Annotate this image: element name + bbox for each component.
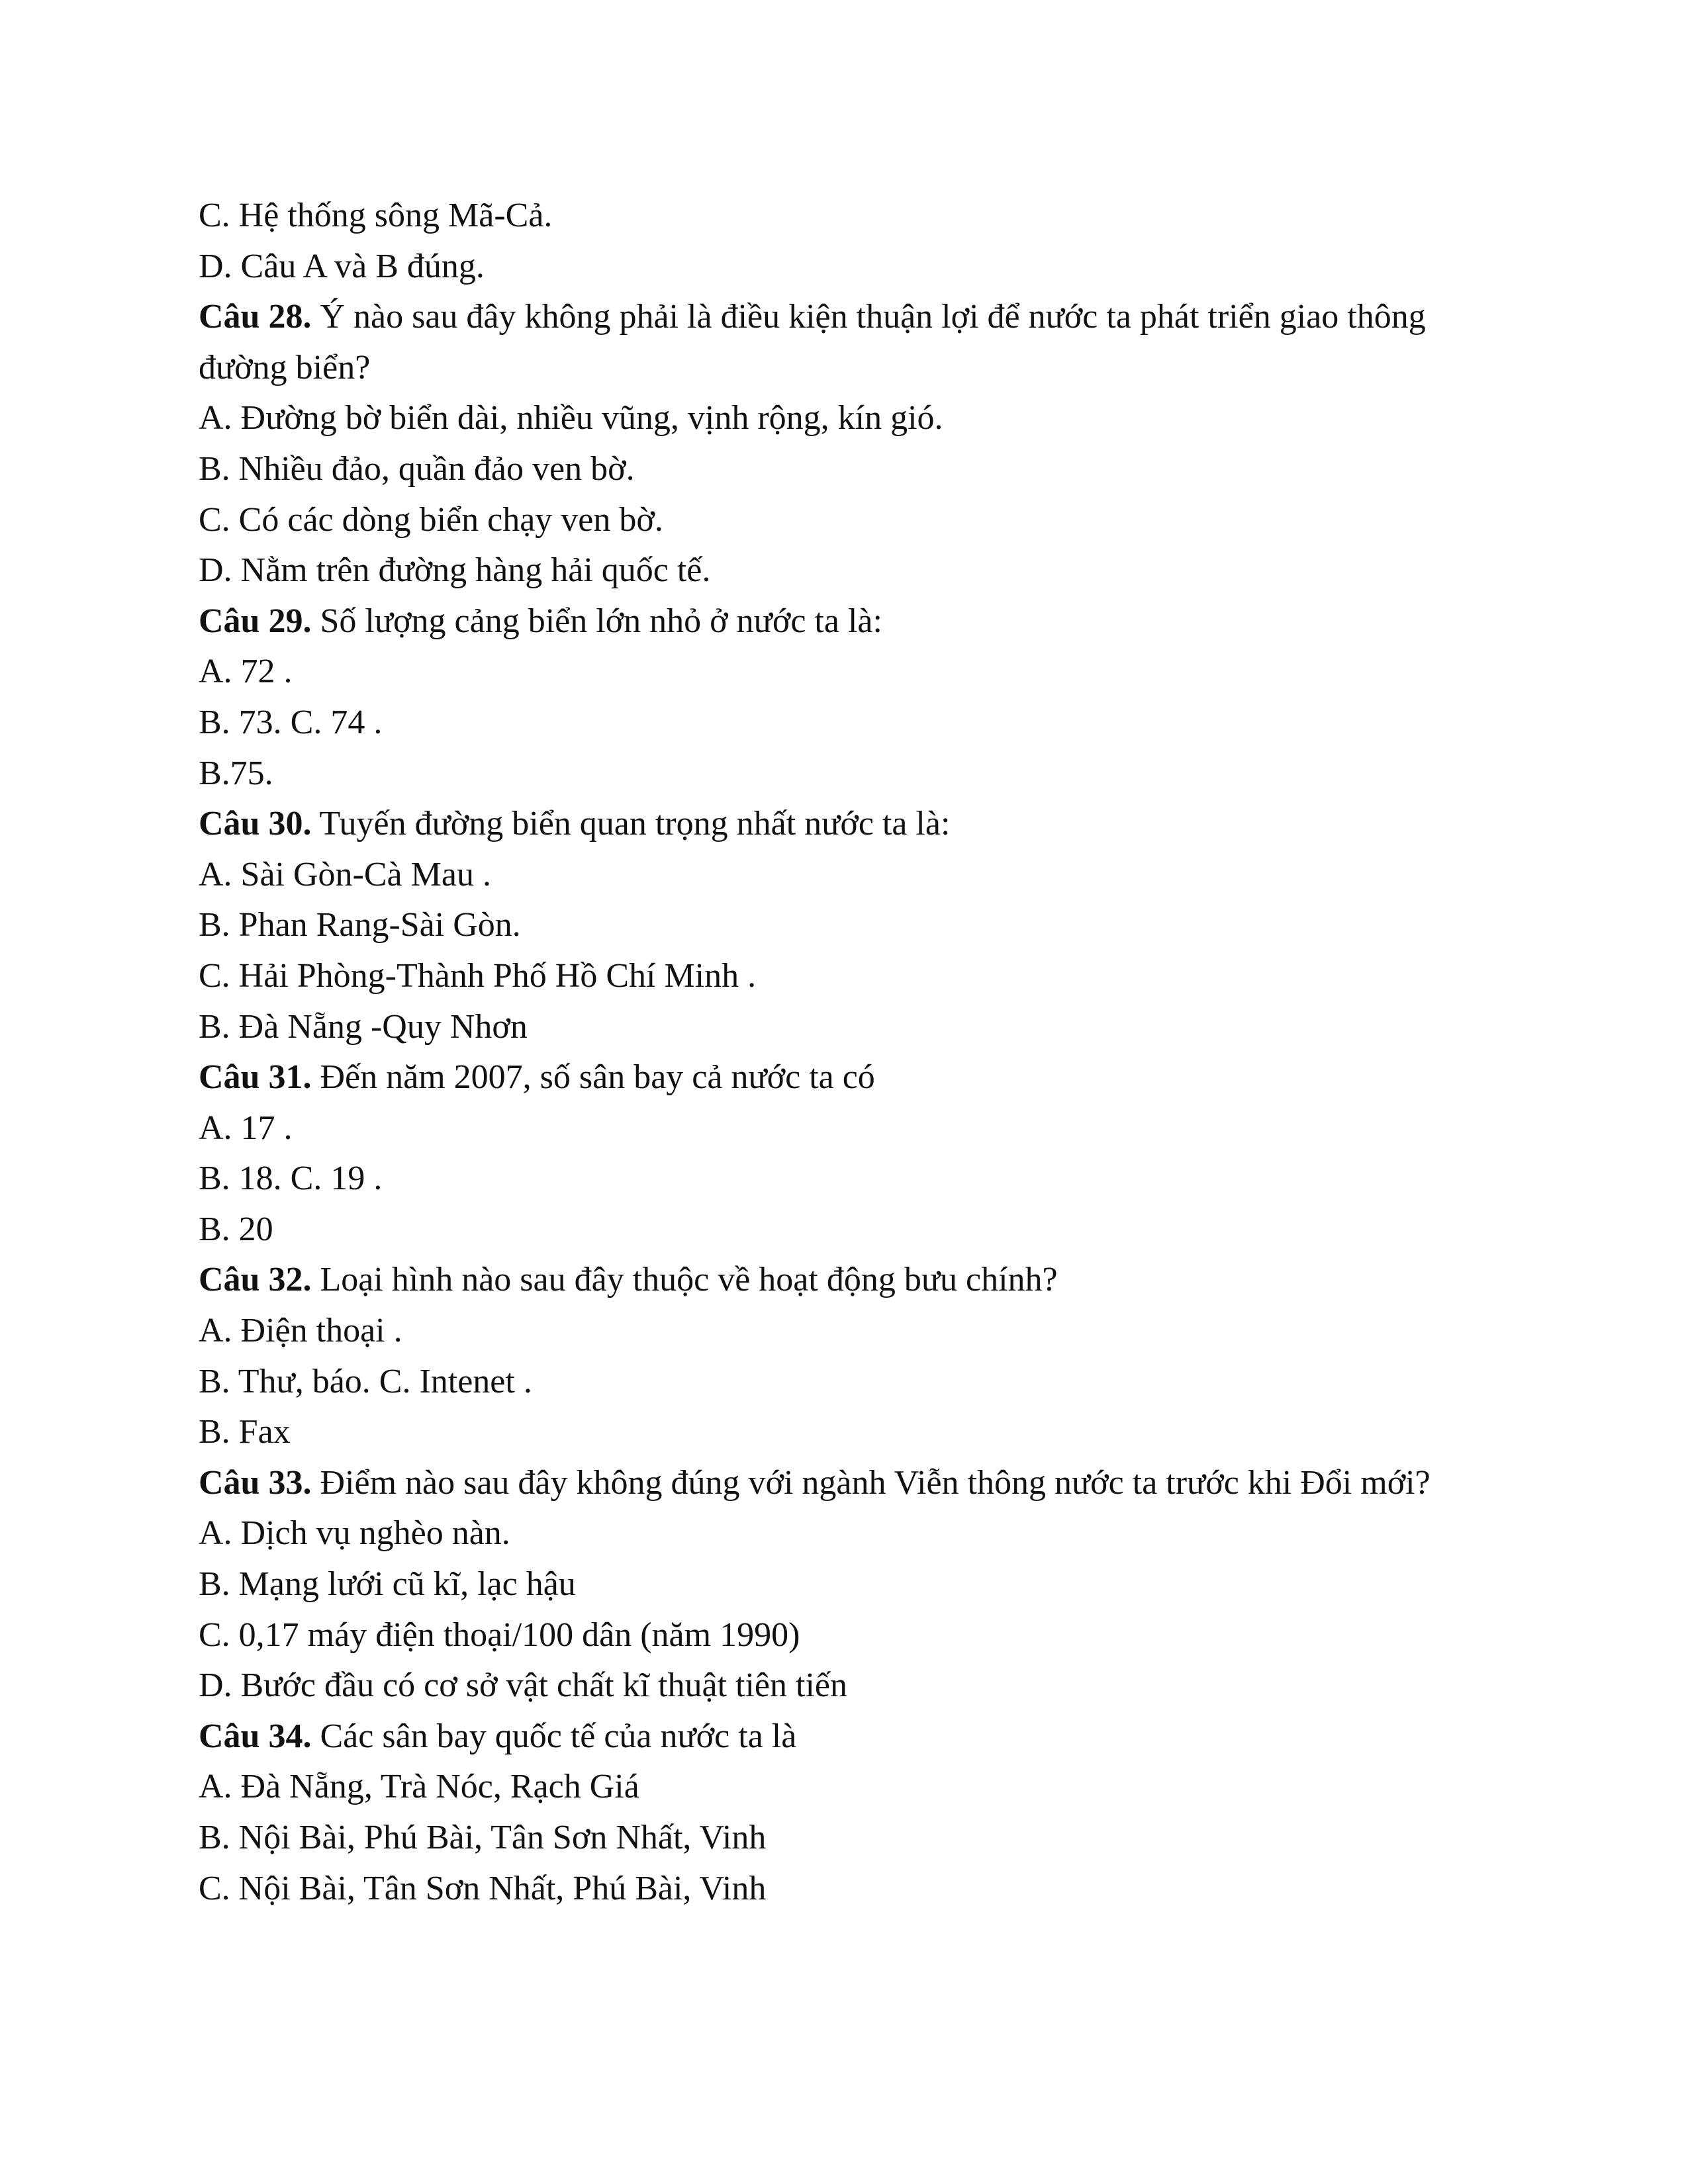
question-34 bbox=[199, 1711, 1496, 1762]
option-line: B. Nhiều đảo, quần đảo ven bờ. bbox=[199, 449, 635, 488]
question-number: Câu 31. bbox=[199, 1058, 312, 1097]
question-number: Câu 34. bbox=[199, 1717, 312, 1755]
option-line: B.75. bbox=[199, 754, 273, 792]
question-text: Ý nào sau đây không phải là điều kiện thuận lợi để nước ta phát triển giao thông đường biển? bbox=[199, 298, 1426, 387]
option-line: D. Nằm trên đường hàng hải quốc tế. bbox=[199, 551, 711, 590]
option-line: D. Câu A và B đúng. bbox=[199, 247, 485, 285]
question-number: Câu 29. bbox=[199, 602, 312, 640]
question-number: Câu 30. bbox=[199, 805, 312, 843]
option-line: A. Đường bờ biển dài, nhiều vũng, vịnh rộng, kín gió. bbox=[199, 399, 943, 437]
question-31 bbox=[199, 1052, 1496, 1103]
option-line: A. Điện thoại . bbox=[199, 1312, 402, 1350]
option-line: B. Nội Bài, Phú Bài, Tân Sơn Nhất, Vinh bbox=[199, 1819, 767, 1856]
option-line: B. 18. C. 19 . bbox=[199, 1160, 383, 1198]
option-line: B. Phan Rang-Sài Gòn. bbox=[199, 906, 521, 944]
option-line: B. 20 bbox=[199, 1210, 273, 1248]
option-line: C. 0,17 máy điện thoại/100 dân (năm 1990) bbox=[199, 1615, 800, 1654]
option-line: B. Thư, báo. C. Intenet . bbox=[199, 1362, 532, 1400]
question-29 bbox=[199, 596, 1496, 647]
question-text: Các sân bay quốc tế của nước ta là bbox=[320, 1717, 797, 1755]
option-line: A. Đà Nẵng, Trà Nóc, Rạch Giá bbox=[199, 1768, 639, 1806]
question-text: Số lượng cảng biển lớn nhỏ ở nước ta là: bbox=[320, 602, 882, 640]
question-28 bbox=[199, 292, 1496, 393]
question-text: Tuyến đường biển quan trọng nhất nước ta là: bbox=[319, 805, 951, 843]
option-line: C. Nội Bài, Tân Sơn Nhất, Phú Bài, Vinh bbox=[199, 1869, 767, 1907]
question-number: Câu 33. bbox=[199, 1463, 312, 1502]
question-text: Đến năm 2007, số sân bay cả nước ta có bbox=[320, 1058, 875, 1097]
option-line: C. Hệ thống sông Mã-Cả. bbox=[199, 197, 553, 234]
question-32 bbox=[199, 1255, 1496, 1306]
option-line: B. Fax bbox=[199, 1413, 291, 1451]
option-line: B. Đà Nẵng -Quy Nhơn bbox=[199, 1007, 528, 1046]
question-text: Điểm nào sau đây không đúng với ngành Viễn thông nước ta trước khi Đổi mới? bbox=[320, 1463, 1430, 1502]
option-line: B. Mạng lưới cũ kĩ, lạc hậu bbox=[199, 1565, 576, 1604]
option-line: A. 17 . bbox=[199, 1109, 293, 1147]
question-text: Loại hình nào sau đây thuộc về hoạt động bưu chính? bbox=[320, 1261, 1058, 1299]
option-line: A. Dịch vụ nghèo nàn. bbox=[199, 1514, 510, 1553]
quiz-content bbox=[199, 191, 1496, 1914]
option-line: B. 73. C. 74 . bbox=[199, 703, 383, 741]
question-33 bbox=[199, 1458, 1496, 1509]
question-number: Câu 28. bbox=[199, 298, 312, 336]
question-30 bbox=[199, 799, 1496, 850]
question-number: Câu 32. bbox=[199, 1261, 312, 1299]
option-line: A. 72 . bbox=[199, 653, 293, 691]
option-line: D. Bước đầu có cơ sở vật chất kĩ thuật tiên tiến bbox=[199, 1666, 847, 1705]
option-line: C. Hải Phòng-Thành Phố Hồ Chí Minh . bbox=[199, 956, 757, 995]
option-line: C. Có các dòng biển chạy ven bờ. bbox=[199, 500, 663, 539]
option-line: A. Sài Gòn-Cà Mau . bbox=[199, 855, 491, 893]
